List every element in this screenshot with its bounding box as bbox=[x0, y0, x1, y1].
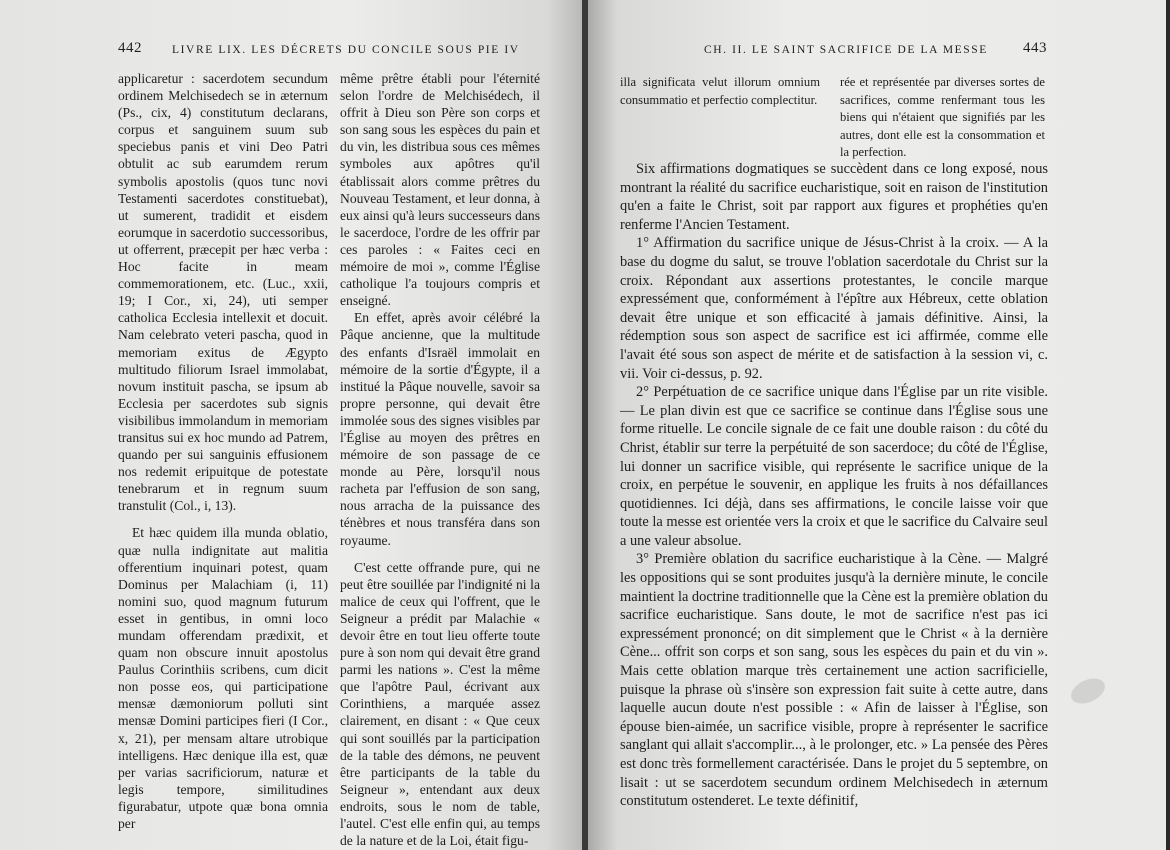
french-column bbox=[340, 70, 540, 849]
commentary-intro: Six affirmations dogmatiques se succèdent dans ce long exposé, nous montrant la réalité du sacrifice eucharistique, soit en raison de l'institution qu'en a faite le Christ, soit par rapport aux figures et prophéties qu'en renferme l'Ancien Testament. bbox=[620, 161, 1048, 233]
commentary-point-2: 2° Perpétuation de ce sacrifice unique dans l'Église par un rite visible. — Le plan divin est que ce sacrifice se continue dans l'Église sous une forme rituelle. Le concile signale de ce fait une double raison : du côté du Christ, établir sur terre la perpétuité de son sacerdoce; du côté de l'Église, lui donner un sacrifice visible, qui représente le sacrifice unique de la croix, en perpétue le souvenir, en applique les fruits à nos défaillances quotidiennes. Ici déjà, dans ses affirmations, le concile laisse voir que toute la messe est orientée vers la croix et que le sacrifice du Calvaire seul a une valeur absolue. bbox=[620, 384, 1048, 549]
left-running-head: LIVRE LIX. LES DÉCRETS DU CONCILE SOUS PIE IV bbox=[172, 44, 520, 56]
french-fragment: rée et représentée par diverses sortes de sacrifices, comme renfermant tous les biens qui n'étaient que signifiés par les autres, dont elle est la consommation et la perfection. bbox=[840, 75, 1045, 159]
left-folio: 442 bbox=[118, 40, 142, 56]
latin-fragment: illa significata velut illorum omnium consummatio et perfectio complectitur. bbox=[620, 75, 820, 107]
french-paragraph-2: En effet, après avoir célébré la Pâque ancienne, que la multitude des enfants d'Israël immolait en mémoire de la sortie d'Égypte, il a institué la Pâque nouvelle, savoir sa propre personne, qui devait être immolée sous des signes visibles par l'Église au moyen des prêtres en mémoire de son passage de ce monde au Père, lorsqu'il nous racheta par l'effusion de son sang, nous arracha de la puissance des ténèbres et nous transféra dans son royaume. bbox=[340, 310, 540, 548]
french-paragraph-3: C'est cette offrande pure, qui ne peut être souillée par l'indignité ni la malice de ceux qui l'offrent, que le Seigneur a prédit par Malachie « devoir être en tout lieu offerte toute pure à son nom qui devait être grand parmi les nations ». C'est la même que l'apôtre Paul, écrivant aux Corinthiens, a marquée assez clairement, en disant : « Que ceux qui sont souillés par la participation de la table des démons, ne peuvent être participants de la table du Seigneur », entendant aux deux endroits, sous le nom de table, l'autel. C'est elle enfin qui, au temps de la nature et de la Loi, était figu- bbox=[340, 559, 540, 849]
right-running-head: CH. II. LE SAINT SACRIFICE DE LA MESSE bbox=[704, 44, 988, 56]
commentary-point-3: 3° Première oblation du sacrifice eucharistique à la Cène. — Malgré les oppositions qui se sont produites jusqu'à la dernière minute, le concile maintient la doctrine traditionnelle que la Cène est la première oblation du sacrifice eucharistique. Sans doute, le mot de sacrifice n'est pas ici expressément prononcé; on dit simplement que le Christ « à la dernière Cène... offrit son corps et son sang, sous les espèces du pain et du vin ». Mais cette oblation marque très certainement une action sacrificielle, puisque la phrase où s'insère son expression fait suite à cette autre, dans laquelle aucun doute n'est possible : « Afin de laisser à l'Église, son épouse bien-aimée, un sacrifice visible, propre à représenter le sacrifice sanglant qui allait s'accomplir..., à le prolonger, etc. » La pensée des Pères est donc très formellement caractérisée. Dans le projet du 5 septembre, on lisait : ut se sacerdotem secundum ordinem Melchisedech in æternum constitutum ostenderet. Le texte définitif, bbox=[620, 551, 1048, 810]
latin-column bbox=[118, 70, 328, 832]
right-folio: 443 bbox=[1023, 40, 1047, 56]
latin-paragraph-1: applicaretur : sacerdotem secundum ordinem Melchisedech se in æternum (Ps., cix, 4) constitutum declarans, corpus et sanguinem suum sub speciebus panis et vini Deo Patri obtulit ac sub earumdem rerum symbolis apostolis (quos tunc novi Testamenti sacerdotes constituebat), ut sumerent, tradidit et eisdem eorumque in sacerdotio successoribus, ut offerrent, præcepit per hæc verba : Hoc facite in meam commemorationem, etc. (Luc., xxii, 19; I Cor., xi, 24), uti semper catholica Ecclesia intellexit et docuit. Nam celebrato veteri pascha, quod in memoriam exitus de Ægypto multitudo filiorum Israel immolabat, novum instituit pascha, se ipsum ab Ecclesia per sacerdotes sub signis visibilibus immolandum in memoriam transitus sui ex hoc mundo ad Patrem, quando per sui sanguinis effusionem nos redemit eripuitque de potestate tenebrarum et in regnum suum transtulit (Col., i, 13). bbox=[118, 71, 328, 514]
right-page bbox=[588, 0, 1170, 850]
commentary-text bbox=[620, 160, 1048, 811]
right-edge bbox=[1166, 0, 1170, 850]
commentary-point-1: 1° Affirmation du sacrifice unique de Jésus-Christ à la croix. — A la base du dogme du salut, se trouve l'oblation sacerdotale du Christ sur la croix. Répondant aux assertions protestantes, le concile marque expressément que, conformément à l'épître aux Hébreux, cette oblation devait être unique et son efficacité à jamais définitive. Ainsi, la rédemption sous son aspect de sacrifice est ici affirmée, comme elle l'avait été sous son aspect de mérite et de satisfaction à la session vi, c. vii. Voir ci-dessus, p. 92. bbox=[620, 235, 1048, 382]
latin-paragraph-2: Et hæc quidem illa munda oblatio, quæ nulla indignitate aut malitia offerentium inquinari potest, quam Dominus per Malachiam (i, 11) nomini suo, quod magnum futurum esset in gentibus, in omni loco mundam offerendam prædixit, et quam non obscure innuit apostolus Paulus Corinthiis scribens, cum dicit non posse eos, qui participatione mensæ dæmoniorum polluti sint mensæ Domini participes fieri (I Cor., x, 21), per mensam altare utrobique intelligens. Hæc denique illa est, quæ per varias sacrificiorum, naturæ et legis tempore, similitudines figurabatur, utpote quæ bona omnia per bbox=[118, 525, 328, 832]
left-page bbox=[0, 0, 582, 850]
french-paragraph-1: même prêtre établi pour l'éternité selon l'ordre de Melchisédech, il offrit à Dieu son Père son corps et son sang sous les espèces du pain et du vin, les distribua sous ces mêmes symboles aux apôtres qu'il établissait alors comme prêtres du Nouveau Testament, et leur donna, à eux ainsi qu'à leurs successeurs dans le sacerdoce, l'ordre de les offrir par ces paroles : « Faites ceci en mémoire de moi », comme l'Église catholique l'a toujours compris et enseigné. bbox=[340, 71, 540, 309]
